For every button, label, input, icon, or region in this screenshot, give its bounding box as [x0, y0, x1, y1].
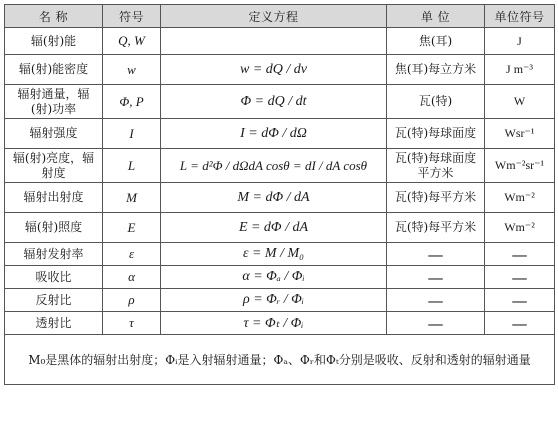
unit-symbol: —: [485, 289, 555, 312]
quantity-name: 透射比: [5, 312, 103, 335]
unit-symbol: —: [485, 243, 555, 266]
radiometric-quantities-table: [4, 4, 555, 385]
table-row: [5, 85, 555, 119]
quantity-symbol: I: [103, 119, 161, 149]
quantity-symbol: M: [103, 183, 161, 213]
unit-name: —: [387, 289, 485, 312]
header-symbol: 符号: [103, 5, 161, 28]
quantity-symbol: Φ, P: [103, 85, 161, 119]
quantity-name: 辐射通量，辐(射)功率: [5, 85, 103, 119]
definition-equation: ε = M / M₀: [161, 243, 387, 266]
definition-equation: L = d²Φ / dΩdA cosθ = dI / dA cosθ: [161, 149, 387, 183]
table-row: [5, 28, 555, 55]
unit-symbol: J: [485, 28, 555, 55]
quantity-symbol: α: [103, 266, 161, 289]
definition-equation: τ = Φₜ / Φᵢ: [161, 312, 387, 335]
unit-name: —: [387, 266, 485, 289]
definition-equation: E = dΦ / dA: [161, 213, 387, 243]
table-row: [5, 312, 555, 335]
table-row: [5, 183, 555, 213]
unit-symbol: Wm⁻²sr⁻¹: [485, 149, 555, 183]
quantity-name: 反射比: [5, 289, 103, 312]
header-unit-symbol: 单位符号: [485, 5, 555, 28]
quantity-symbol: w: [103, 55, 161, 85]
unit-symbol: —: [485, 266, 555, 289]
unit-symbol: Wm⁻²: [485, 213, 555, 243]
quantity-symbol: τ: [103, 312, 161, 335]
quantity-name: 辐(射)亮度，辐射度: [5, 149, 103, 183]
footnote-row: [5, 335, 555, 385]
quantity-name: 辐射发射率: [5, 243, 103, 266]
unit-name: —: [387, 312, 485, 335]
definition-equation: Φ = dQ / dt: [161, 85, 387, 119]
quantity-symbol: ε: [103, 243, 161, 266]
quantity-symbol: L: [103, 149, 161, 183]
header-definition: 定义方程: [161, 5, 387, 28]
definition-equation: [161, 28, 387, 55]
unit-name: 瓦(特)每平方米: [387, 183, 485, 213]
unit-name: —: [387, 243, 485, 266]
definition-equation: w = dQ / dv: [161, 55, 387, 85]
quantity-name: 辐(射)照度: [5, 213, 103, 243]
table-row: [5, 289, 555, 312]
quantity-symbol: E: [103, 213, 161, 243]
table-row: [5, 55, 555, 85]
unit-symbol: Wm⁻²: [485, 183, 555, 213]
unit-name: 瓦(特)每平方米: [387, 213, 485, 243]
definition-equation: ρ = Φᵣ / Φᵢ: [161, 289, 387, 312]
quantity-name: 辐(射)能: [5, 28, 103, 55]
table-row: [5, 149, 555, 183]
table-row: [5, 119, 555, 149]
unit-name: 瓦(特): [387, 85, 485, 119]
unit-symbol: Wsr⁻¹: [485, 119, 555, 149]
header-name: 名 称: [5, 5, 103, 28]
unit-name: 瓦(特)每球面度平方米: [387, 149, 485, 183]
unit-symbol: —: [485, 312, 555, 335]
quantity-name: 吸收比: [5, 266, 103, 289]
quantity-symbol: ρ: [103, 289, 161, 312]
unit-symbol: J m⁻³: [485, 55, 555, 85]
quantity-name: 辐射强度: [5, 119, 103, 149]
definition-equation: I = dΦ / dΩ: [161, 119, 387, 149]
definition-equation: α = Φₐ / Φᵢ: [161, 266, 387, 289]
footnote: M₀是黑体的辐射出射度；Φᵢ是入射辐射通量；Φₐ、Φᵣ和Φₜ分别是吸收、反射和透射的辐射通量: [5, 335, 555, 385]
unit-name: 焦(耳)每立方米: [387, 55, 485, 85]
unit-name: 瓦(特)每球面度: [387, 119, 485, 149]
table-row: [5, 213, 555, 243]
quantity-symbol: Q, W: [103, 28, 161, 55]
definition-equation: M = dΦ / dA: [161, 183, 387, 213]
table-row: [5, 266, 555, 289]
header-unit: 单 位: [387, 5, 485, 28]
quantity-name: 辐射出射度: [5, 183, 103, 213]
table-row: [5, 243, 555, 266]
unit-name: 焦(耳): [387, 28, 485, 55]
unit-symbol: W: [485, 85, 555, 119]
quantity-name: 辐(射)能密度: [5, 55, 103, 85]
